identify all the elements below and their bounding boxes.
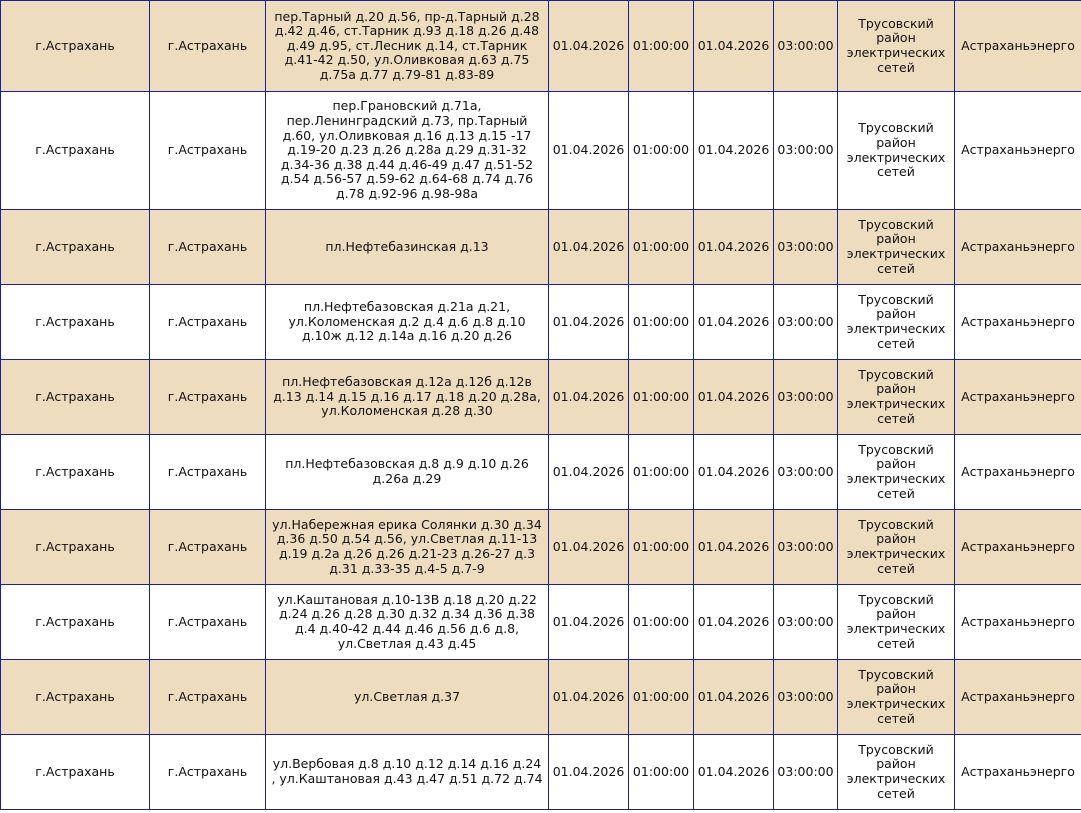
city-cell: г.Астрахань xyxy=(1,92,150,210)
end-time-cell: 03:00:00 xyxy=(774,360,838,435)
table-row xyxy=(1,585,1081,660)
city-cell: г.Астрахань xyxy=(1,1,150,92)
end-date-cell: 01.04.2026 xyxy=(694,92,774,210)
address-cell: ул.Светлая д.37 xyxy=(266,660,549,735)
start-date-cell: 01.04.2026 xyxy=(549,360,629,435)
settlement-cell: г.Астрахань xyxy=(150,735,266,810)
end-time-cell: 03:00:00 xyxy=(774,435,838,510)
start-time-cell: 01:00:00 xyxy=(629,510,694,585)
address-cell: пер.Грановский д.71а, пер.Ленинградский д.73, пр.Тарный д.60, ул.Оливковая д.16 д.13 д.15 -17 д.19-20 д.23 д.26 д.28а д.29 д.31-32 д.34-36 д.38 д.44 д.46-49 д.47 д.51-52 д.54 д.56-57 д.59-62 д.64-68 д.74 д.76 д.78 д.92-96 д.98-98а xyxy=(266,92,549,210)
table-row xyxy=(1,360,1081,435)
address-cell: пер.Тарный д.20 д.56, пр-д.Тарный д.28 д.42 д.46, ст.Тарник д.93 д.18 д.26 д.48 д.49 д.95, ст.Лесник д.14, ст.Тарник д.41-42 д.50, ул.Оливковая д.63 д.75 д.75а д.77 д.79-81 д.83-89 xyxy=(266,1,549,92)
table-row xyxy=(1,285,1081,360)
company-cell: Астраханьэнерго xyxy=(955,735,1081,810)
table-row xyxy=(1,210,1081,285)
table-row xyxy=(1,660,1081,735)
city-cell: г.Астрахань xyxy=(1,660,150,735)
end-date-cell: 01.04.2026 xyxy=(694,435,774,510)
city-cell: г.Астрахань xyxy=(1,585,150,660)
company-cell: Астраханьэнерго xyxy=(955,585,1081,660)
address-cell: ул.Набережная ерика Солянки д.30 д.34 д.36 д.50 д.54 д.56, ул.Светлая д.11-13 д.19 д.2а д.26 д.26 д.21-23 д.26-27 д.3 д.31 д.33-35 д.4-5 д.7-9 xyxy=(266,510,549,585)
start-time-cell: 01:00:00 xyxy=(629,660,694,735)
start-date-cell: 01.04.2026 xyxy=(549,92,629,210)
city-cell: г.Астрахань xyxy=(1,735,150,810)
company-cell: Астраханьэнерго xyxy=(955,660,1081,735)
end-date-cell: 01.04.2026 xyxy=(694,735,774,810)
start-date-cell: 01.04.2026 xyxy=(549,285,629,360)
end-time-cell: 03:00:00 xyxy=(774,285,838,360)
settlement-cell: г.Астрахань xyxy=(150,585,266,660)
district-cell: Трусовский район электрических сетей xyxy=(838,1,955,92)
start-time-cell: 01:00:00 xyxy=(629,210,694,285)
end-date-cell: 01.04.2026 xyxy=(694,510,774,585)
start-date-cell: 01.04.2026 xyxy=(549,210,629,285)
address-cell: пл.Нефтебазинская д.13 xyxy=(266,210,549,285)
company-cell: Астраханьэнерго xyxy=(955,92,1081,210)
table-row xyxy=(1,1,1081,92)
start-time-cell: 01:00:00 xyxy=(629,92,694,210)
settlement-cell: г.Астрахань xyxy=(150,210,266,285)
end-time-cell: 03:00:00 xyxy=(774,735,838,810)
start-date-cell: 01.04.2026 xyxy=(549,435,629,510)
district-cell: Трусовский район электрических сетей xyxy=(838,92,955,210)
start-time-cell: 01:00:00 xyxy=(629,585,694,660)
company-cell: Астраханьэнерго xyxy=(955,510,1081,585)
settlement-cell: г.Астрахань xyxy=(150,92,266,210)
address-cell: пл.Нефтебазовская д.8 д.9 д.10 д.26 д.26а д.29 xyxy=(266,435,549,510)
district-cell: Трусовский район электрических сетей xyxy=(838,510,955,585)
end-time-cell: 03:00:00 xyxy=(774,1,838,92)
city-cell: г.Астрахань xyxy=(1,360,150,435)
company-cell: Астраханьэнерго xyxy=(955,435,1081,510)
start-time-cell: 01:00:00 xyxy=(629,360,694,435)
settlement-cell: г.Астрахань xyxy=(150,285,266,360)
address-cell: ул.Каштановая д.10-13В д.18 д.20 д.22 д.24 д.26 д.28 д.30 д.32 д.34 д.36 д.38 д.4 д.40-42 д.44 д.46 д.56 д.6 д.8, ул.Светлая д.43 д.45 xyxy=(266,585,549,660)
end-time-cell: 03:00:00 xyxy=(774,510,838,585)
table-row xyxy=(1,735,1081,810)
end-time-cell: 03:00:00 xyxy=(774,210,838,285)
settlement-cell: г.Астрахань xyxy=(150,510,266,585)
district-cell: Трусовский район электрических сетей xyxy=(838,735,955,810)
start-date-cell: 01.04.2026 xyxy=(549,660,629,735)
district-cell: Трусовский район электрических сетей xyxy=(838,585,955,660)
settlement-cell: г.Астрахань xyxy=(150,360,266,435)
address-cell: пл.Нефтебазовская д.21а д.21, ул.Коломенская д.2 д.4 д.6 д.8 д.10 д.10ж д.12 д.14а д.16 д.20 д.26 xyxy=(266,285,549,360)
end-date-cell: 01.04.2026 xyxy=(694,660,774,735)
end-time-cell: 03:00:00 xyxy=(774,660,838,735)
start-date-cell: 01.04.2026 xyxy=(549,735,629,810)
end-date-cell: 01.04.2026 xyxy=(694,1,774,92)
start-time-cell: 01:00:00 xyxy=(629,435,694,510)
start-time-cell: 01:00:00 xyxy=(629,735,694,810)
end-time-cell: 03:00:00 xyxy=(774,92,838,210)
address-cell: ул.Вербовая д.8 д.10 д.12 д.14 д.16 д.24 , ул.Каштановая д.43 д.47 д.51 д.72 д.74 xyxy=(266,735,549,810)
start-time-cell: 01:00:00 xyxy=(629,1,694,92)
start-date-cell: 01.04.2026 xyxy=(549,585,629,660)
district-cell: Трусовский район электрических сетей xyxy=(838,285,955,360)
end-date-cell: 01.04.2026 xyxy=(694,360,774,435)
start-date-cell: 01.04.2026 xyxy=(549,1,629,92)
district-cell: Трусовский район электрических сетей xyxy=(838,435,955,510)
settlement-cell: г.Астрахань xyxy=(150,660,266,735)
end-date-cell: 01.04.2026 xyxy=(694,210,774,285)
city-cell: г.Астрахань xyxy=(1,210,150,285)
district-cell: Трусовский район электрических сетей xyxy=(838,210,955,285)
end-time-cell: 03:00:00 xyxy=(774,585,838,660)
table-row xyxy=(1,92,1081,210)
city-cell: г.Астрахань xyxy=(1,510,150,585)
end-date-cell: 01.04.2026 xyxy=(694,285,774,360)
company-cell: Астраханьэнерго xyxy=(955,1,1081,92)
city-cell: г.Астрахань xyxy=(1,435,150,510)
end-date-cell: 01.04.2026 xyxy=(694,585,774,660)
table-row xyxy=(1,510,1081,585)
city-cell: г.Астрахань xyxy=(1,285,150,360)
district-cell: Трусовский район электрических сетей xyxy=(838,660,955,735)
company-cell: Астраханьэнерго xyxy=(955,285,1081,360)
company-cell: Астраханьэнерго xyxy=(955,360,1081,435)
company-cell: Астраханьэнерго xyxy=(955,210,1081,285)
start-date-cell: 01.04.2026 xyxy=(549,510,629,585)
start-time-cell: 01:00:00 xyxy=(629,285,694,360)
settlement-cell: г.Астрахань xyxy=(150,1,266,92)
district-cell: Трусовский район электрических сетей xyxy=(838,360,955,435)
table-row xyxy=(1,435,1081,510)
settlement-cell: г.Астрахань xyxy=(150,435,266,510)
address-cell: пл.Нефтебазовская д.12а д.12б д.12в д.13 д.14 д.15 д.16 д.17 д.18 д.20 д.28а, ул.Коломенская д.28 д.30 xyxy=(266,360,549,435)
